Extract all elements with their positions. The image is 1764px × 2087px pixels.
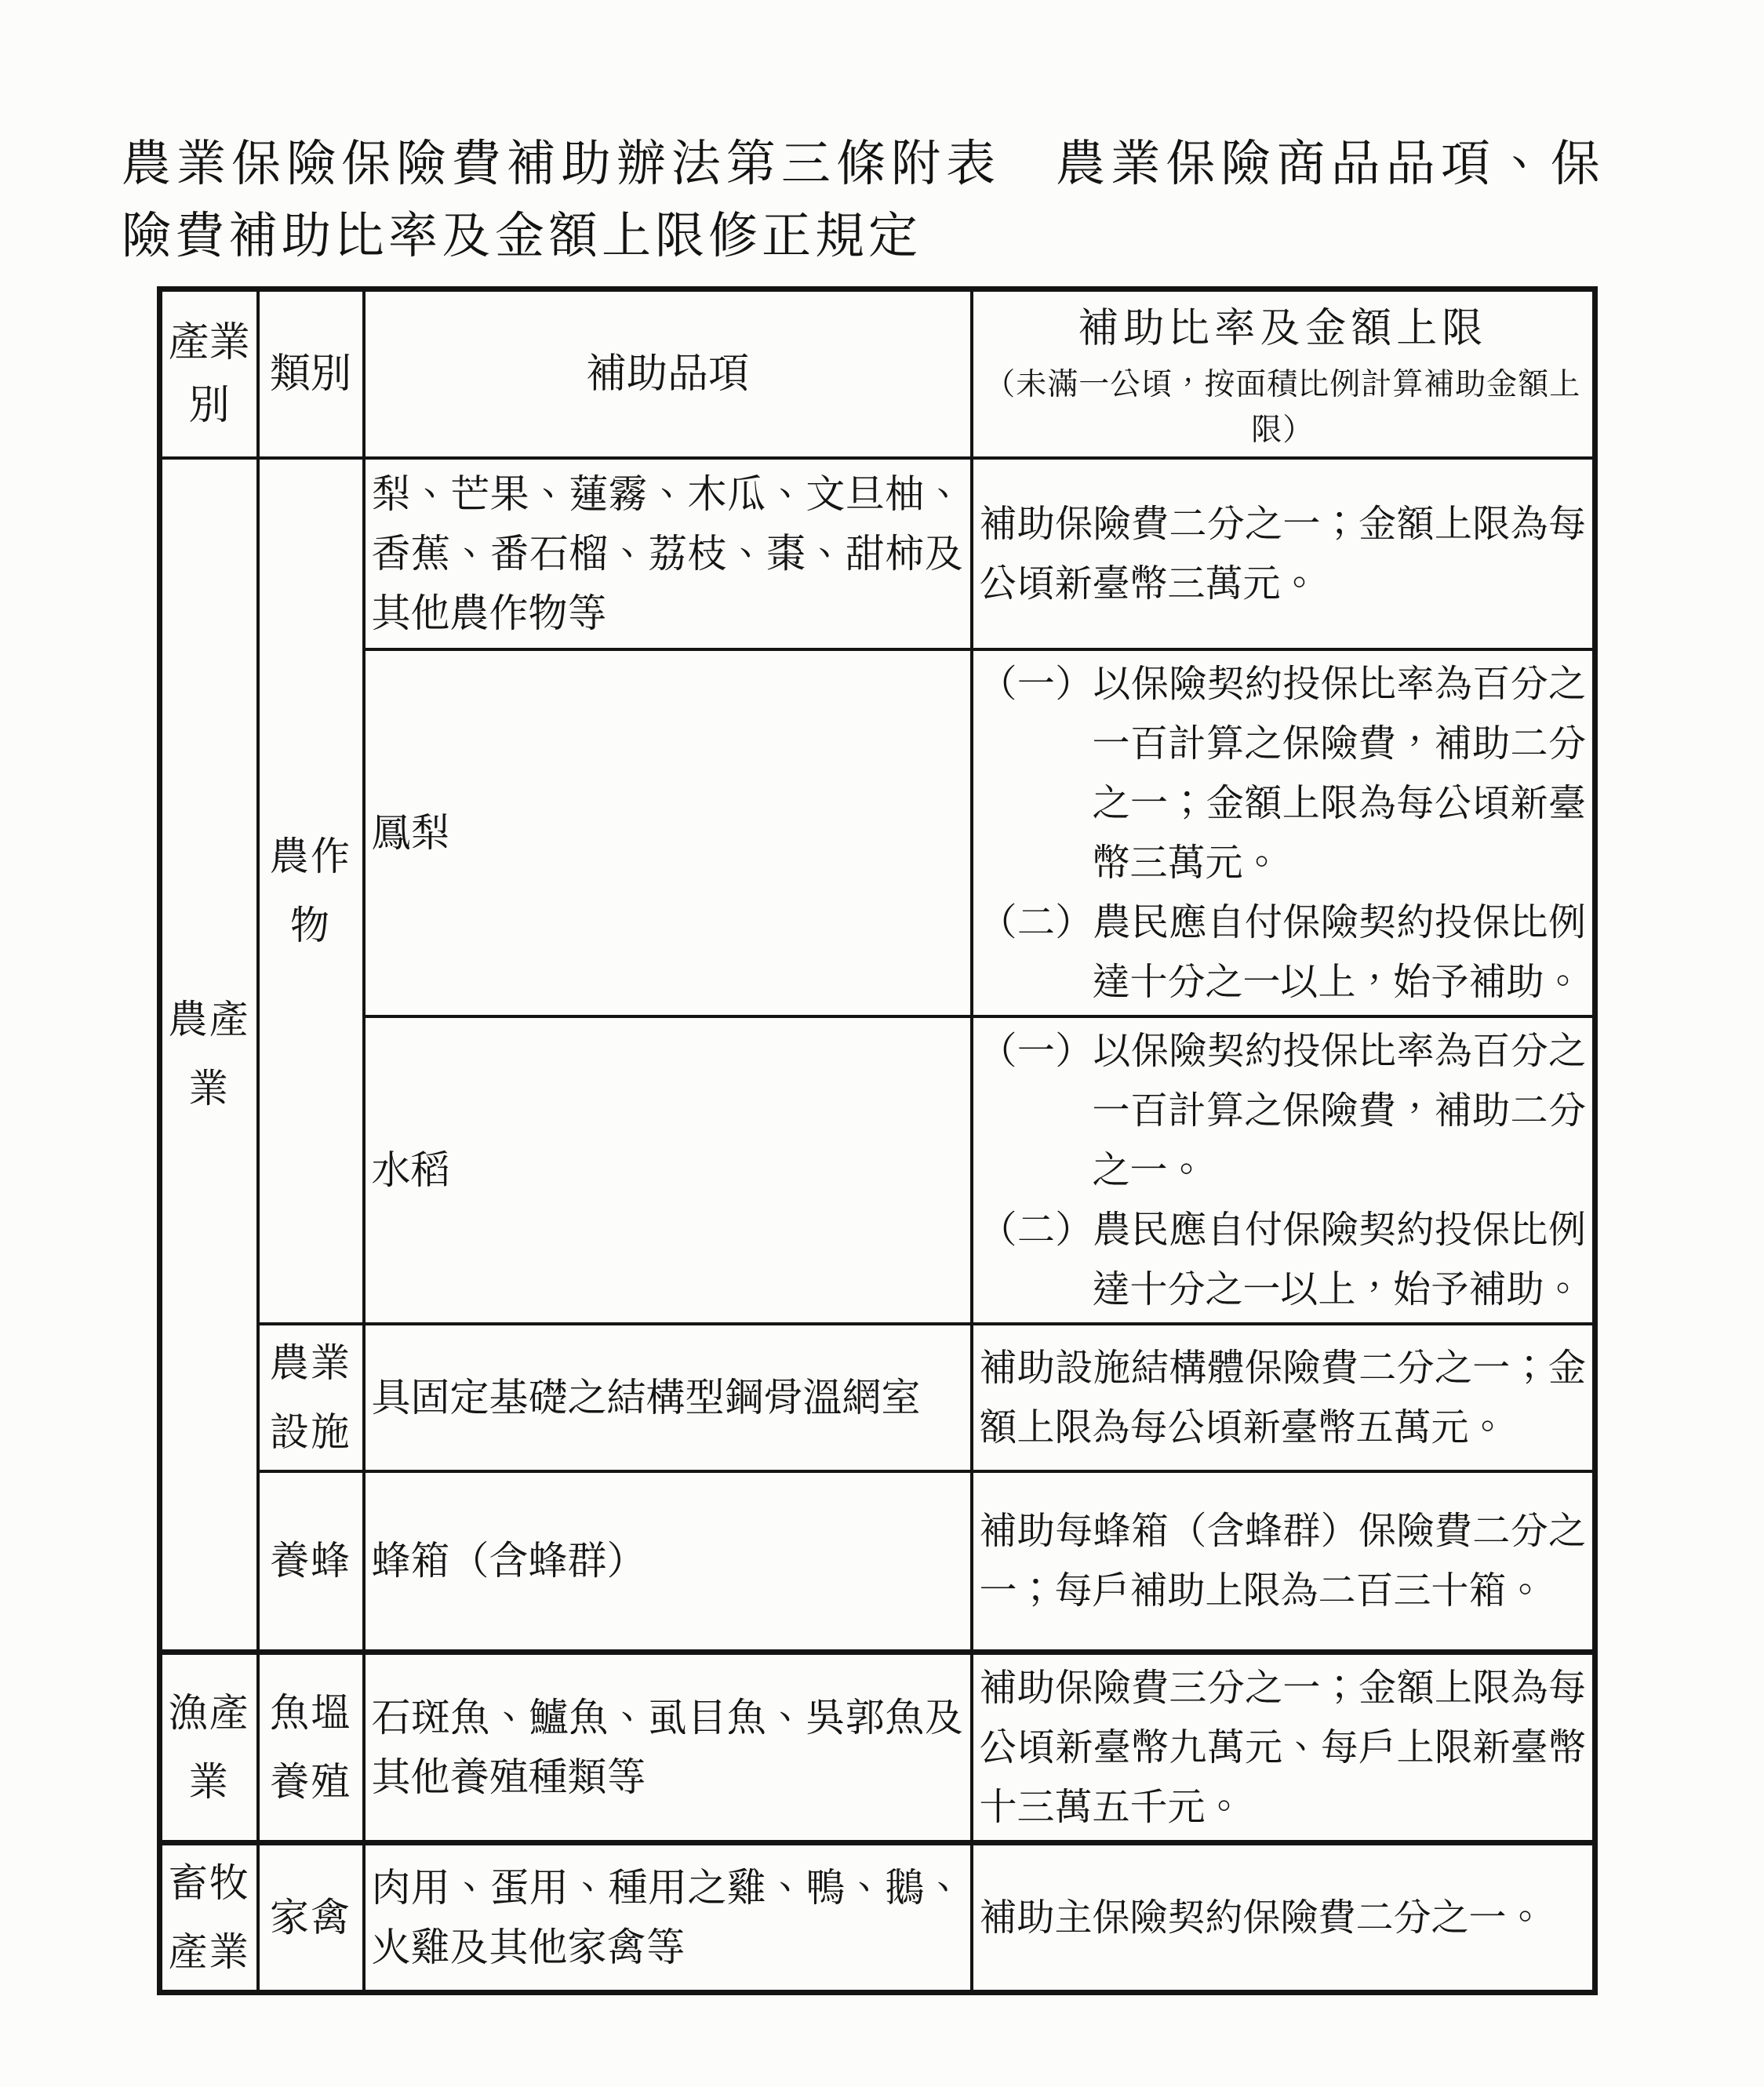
- subsidy-poultry-text: 補助主保險契約保險費二分之一。: [979, 1895, 1544, 1940]
- table-row: [160, 1842, 1595, 1992]
- subsidy-greenhouse-text: 補助設施結構體保險費二分之一；金額上限為每公頃新臺幣五萬元。: [979, 1346, 1586, 1449]
- table-header-row: [160, 289, 1595, 459]
- subsidy-pineapple-item-2: （二）農民應自付保險契約投保比例達十分之一以上，始予補助。: [979, 900, 1586, 1004]
- subsidy-beehive-cell: [972, 1471, 1595, 1652]
- subsidy-poultry-cell: [972, 1842, 1595, 1992]
- subsidy-rice-cell: [972, 1016, 1595, 1324]
- items-fruits-text: 梨、芒果、蓮霧、木瓜、文旦柚、香蕉、番石榴、荔枝、棗、甜柿及其他農作物等: [371, 471, 964, 636]
- items-fish-text: 石斑魚、鱸魚、虱目魚、吳郭魚及其他養殖種類等: [371, 1694, 964, 1800]
- subsidy-table: [157, 286, 1598, 1995]
- table-row: [160, 649, 1595, 1016]
- document-title: 農業保險保險費補助辦法第三條附表 農業保險商品品項、保險費補助比率及金額上限修正規定: [122, 135, 1604, 264]
- industry-fishery-cell: 漁產業: [160, 1652, 258, 1842]
- header-category-col: 類別: [258, 289, 364, 459]
- items-beehive-cell: 蜂箱（含蜂群）: [364, 1471, 972, 1652]
- items-poultry-text: 肉用、蛋用、種用之雞、鴨、鵝、火雞及其他家禽等: [371, 1864, 964, 1970]
- table-row: [160, 1016, 1595, 1324]
- subsidy-fruits-cell: [972, 458, 1595, 649]
- industry-agriculture-cell: 農產業: [160, 458, 258, 1652]
- subsidy-fruits-text: 補助保險費二分之一；金額上限為每公頃新臺幣三萬元。: [979, 502, 1586, 605]
- subsidy-rice-item-1: （一）以保險契約投保比率為百分之一百計算之保險費，補助二分之一。: [979, 1029, 1586, 1192]
- category-fishpond-cell: 魚塭養殖: [258, 1652, 364, 1842]
- header-items-col: 補助品項: [364, 289, 972, 459]
- table-row: [160, 1471, 1595, 1652]
- items-poultry-cell: [364, 1842, 972, 1992]
- items-fruits-cell: [364, 458, 972, 649]
- category-poultry-cell: 家禽: [258, 1842, 364, 1992]
- items-pineapple-cell: 鳳梨: [364, 649, 972, 1016]
- subsidy-fish-text: 補助保險費三分之一；金額上限為每公頃新臺幣九萬元、每戶上限新臺幣十三萬五千元。: [979, 1665, 1586, 1829]
- subsidy-fish-cell: [972, 1652, 1595, 1842]
- table-row: [160, 458, 1595, 649]
- items-rice-cell: 水稻: [364, 1016, 972, 1324]
- items-greenhouse-cell: 具固定基礎之結構型鋼骨溫網室: [364, 1324, 972, 1471]
- subsidy-greenhouse-cell: [972, 1324, 1595, 1471]
- header-subsidy-note: （未滿一公頃，按面積比例計算補助金額上限）: [984, 367, 1581, 448]
- header-subsidy-col: [972, 289, 1595, 459]
- header-industry-col: 產業別: [160, 289, 258, 459]
- subsidy-pineapple-cell: [972, 649, 1595, 1016]
- category-beekeeping-cell: 養蜂: [258, 1471, 364, 1652]
- subsidy-pineapple-item-1: （一）以保險契約投保比率為百分之一百計算之保險費，補助二分之一；金額上限為每公頃新臺幣三萬元。: [979, 662, 1586, 885]
- subsidy-rice-item-2: （二）農民應自付保險契約投保比例達十分之一以上，始予補助。: [979, 1208, 1586, 1311]
- subsidy-beehive-text: 補助每蜂箱（含蜂群）保險費二分之一；每戶補助上限為二百三十箱。: [979, 1509, 1586, 1613]
- table-row: [160, 1652, 1595, 1842]
- header-subsidy-title: 補助比率及金額上限: [1078, 305, 1488, 352]
- category-crops-cell: 農作物: [258, 458, 364, 1324]
- category-facility-cell: 農業設施: [258, 1324, 364, 1471]
- table-row: [160, 1324, 1595, 1471]
- industry-livestock-cell: 畜牧產業: [160, 1842, 258, 1992]
- items-fish-cell: [364, 1652, 972, 1842]
